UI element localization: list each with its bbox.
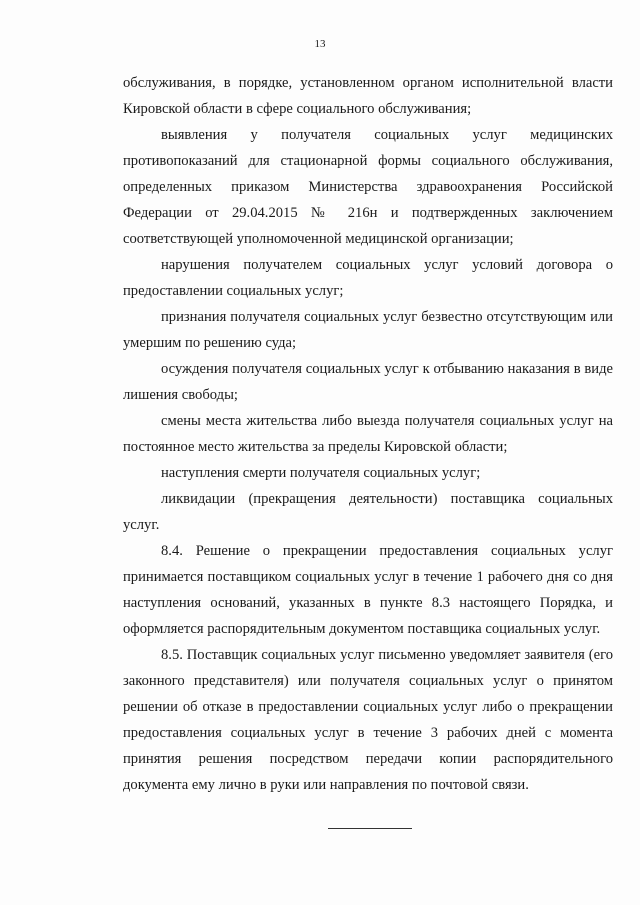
paragraph-relocation: смены места жительства либо выезда получателя социальных услуг на постоянное место жительства за пределы Кировской области; — [123, 413, 613, 455]
paragraph-death: наступления смерти получателя социальных услуг; — [161, 465, 481, 481]
paragraph-imprisonment: осуждения получателя социальных услуг к отбыванию наказания в виде лишения свободы; — [123, 361, 613, 403]
paragraph-section-8-4: 8.4. Решение о прекращении предоставления социальных услуг принимается поставщиком социальных услуг в течение 1 рабочего дня со дня наступления оснований, указанных в пункте 8.3 настоящего Порядка, и оформляется распорядительным документом поставщика социальных услуг. — [123, 543, 613, 637]
document-body — [123, 70, 613, 798]
end-of-document-rule — [328, 828, 412, 829]
paragraph-liquidation: ликвидации (прекращения деятельности) поставщика социальных услуг. — [123, 491, 613, 533]
page-number: 13 — [314, 38, 326, 50]
paragraph-medical-contraindications: выявления у получателя социальных услуг медицинских противопоказаний для стационарной формы социального обслуживания, определенных приказом Министерства здравоохранения Российской Федерации от 29.04.2015 № 216н и подтвержденных заключением соответствующей уполномоченной медицинской организации; — [123, 127, 613, 247]
paragraph-missing-or-deceased: признания получателя социальных услуг безвестно отсутствующим или умершим по решению суда; — [123, 309, 613, 351]
paragraph-contract-violation: нарушения получателем социальных услуг условий договора о предоставлении социальных услуг; — [123, 257, 613, 299]
paragraph-continuation: обслуживания, в порядке, установленном органом исполнительной власти Кировской области в сфере социального обслуживания; — [123, 75, 613, 117]
paragraph-section-8-5: 8.5. Поставщик социальных услуг письменно уведомляет заявителя (его законного представителя) или получателя социальных услуг о принятом решении об отказе в предоставлении социальных услуг либо о прекращении предоставления социальных услуг в течение 3 рабочих дней с момента принятия решения посредством передачи копии распорядительного документа ему лично в руки или направления по почтовой связи. — [123, 647, 613, 793]
